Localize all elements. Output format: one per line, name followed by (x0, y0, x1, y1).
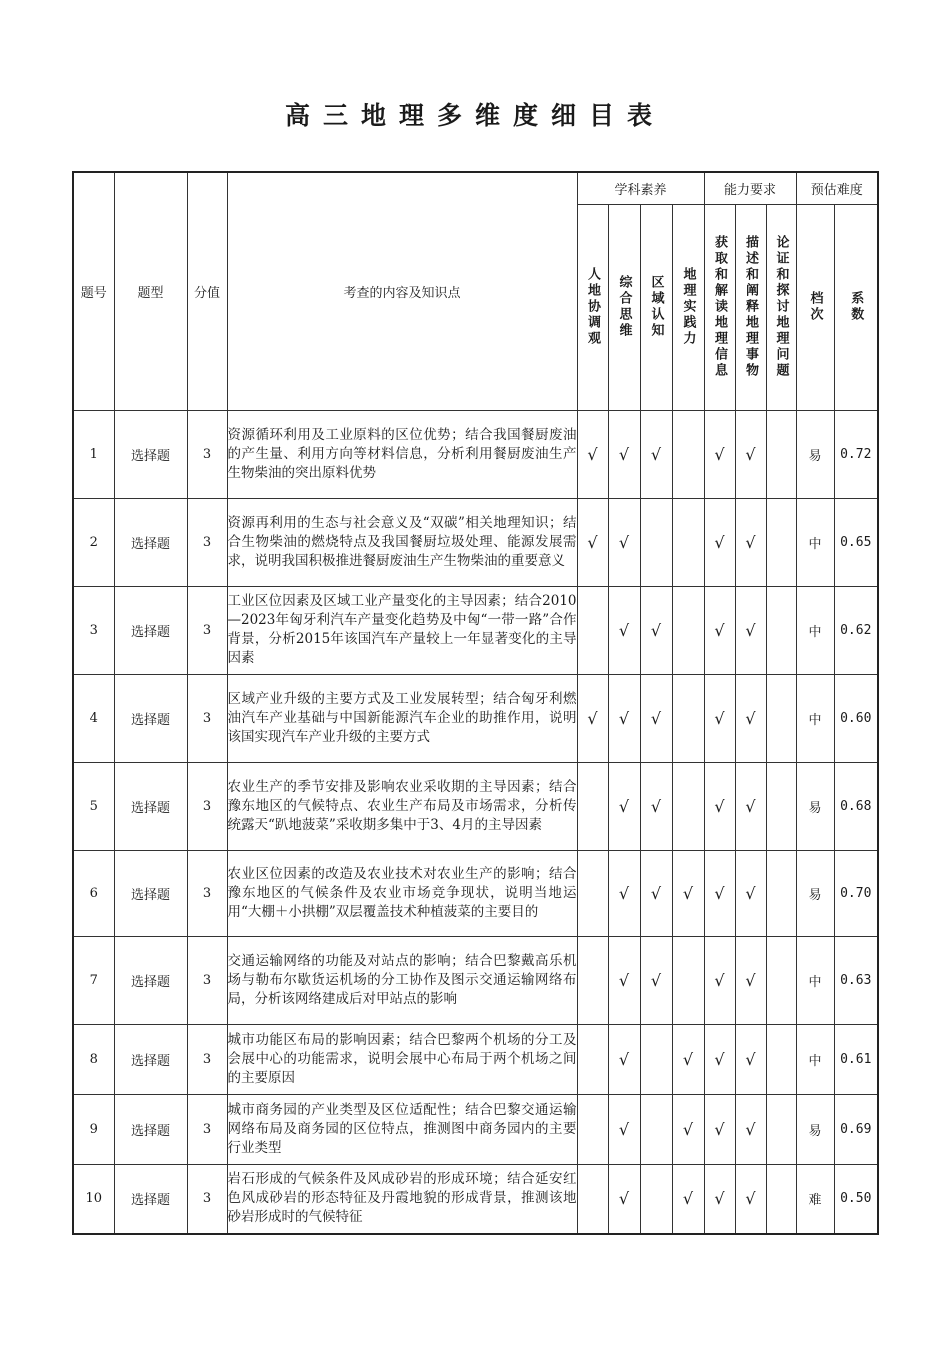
header-num: 题号 (73, 172, 114, 410)
check-cell (704, 936, 735, 1024)
check-cell (766, 850, 796, 936)
check-cell (766, 674, 796, 762)
check-cell (640, 674, 672, 762)
check-cell (704, 1094, 735, 1164)
question-type: 选择题 (114, 936, 187, 1024)
check-cell (608, 762, 640, 850)
check-cell (640, 936, 672, 1024)
question-content: 资源再利用的生态与社会意义及“双碳”相关地理知识；结合生物柴油的燃烧特点及我国餐厨垃圾处理、能源发展需求，说明我国积极推进餐厨废油生产生物柴油的重要意义 (227, 498, 577, 586)
check-cell (672, 674, 704, 762)
check-mark-icon: √ (745, 970, 756, 990)
check-mark-icon: √ (714, 532, 725, 552)
check-cell (704, 762, 735, 850)
check-cell (704, 674, 735, 762)
question-type: 选择题 (114, 762, 187, 850)
difficulty-coefficient: 0.70 (834, 850, 878, 936)
difficulty-level: 中 (796, 498, 834, 586)
question-score: 3 (187, 936, 227, 1024)
check-cell (577, 410, 608, 498)
header-literacy-3: 区域认知 (640, 204, 672, 410)
question-content: 城市商务园的产业类型及区位适配性；结合巴黎交通运输网络布局及商务园的区位特点，推测图中商务园内的主要行业类型 (227, 1094, 577, 1164)
check-mark-icon: √ (618, 1119, 630, 1139)
check-cell (640, 498, 672, 586)
question-score: 3 (187, 586, 227, 674)
check-cell (672, 1094, 704, 1164)
check-mark-icon: √ (682, 1189, 694, 1209)
check-cell (608, 498, 640, 586)
difficulty-coefficient: 0.65 (834, 498, 878, 586)
header-literacy-2: 综合思维 (608, 204, 640, 410)
question-score: 3 (187, 1094, 227, 1164)
question-number: 9 (73, 1094, 114, 1164)
question-content: 工业区位因素及区域工业产量变化的主导因素；结合2010—2023年匈牙利汽车产量变化趋势及中匈“一带一路”合作背景，分析2015年该国汽车产量较上一年显著变化的主导因素 (227, 586, 577, 674)
question-type: 选择题 (114, 850, 187, 936)
check-cell (704, 1024, 735, 1094)
question-content: 交通运输网络的功能及对站点的影响；结合巴黎戴高乐机场与勒布尔歇货运机场的分工协作及图示交通运输网络布局，分析该网络建成后对甲站点的影响 (227, 936, 577, 1024)
check-cell (766, 1094, 796, 1164)
difficulty-level: 易 (796, 850, 834, 936)
difficulty-coefficient: 0.69 (834, 1094, 878, 1164)
question-score: 3 (187, 410, 227, 498)
check-cell (735, 586, 766, 674)
check-cell (608, 674, 640, 762)
check-cell (608, 1164, 640, 1234)
check-mark-icon: √ (650, 970, 662, 990)
check-cell (640, 762, 672, 850)
check-mark-icon: √ (618, 1189, 630, 1209)
check-cell (766, 410, 796, 498)
question-number: 5 (73, 762, 114, 850)
check-cell (608, 1024, 640, 1094)
check-mark-icon: √ (618, 620, 630, 640)
table-row (73, 586, 878, 674)
question-score: 3 (187, 1024, 227, 1094)
check-cell (704, 498, 735, 586)
check-mark-icon: √ (745, 444, 756, 464)
difficulty-coefficient: 0.63 (834, 936, 878, 1024)
question-score: 3 (187, 1164, 227, 1234)
check-cell (640, 1024, 672, 1094)
question-content: 农业区位因素的改造及农业技术对农业生产的影响；结合豫东地区的气候条件及农业市场竞争现状，说明当地运用“大棚＋小拱棚”双层覆盖技术种植菠菜的主要目的 (227, 850, 577, 936)
question-type: 选择题 (114, 1164, 187, 1234)
check-mark-icon: √ (745, 708, 756, 728)
difficulty-coefficient: 0.50 (834, 1164, 878, 1234)
question-type: 选择题 (114, 674, 187, 762)
check-cell (735, 936, 766, 1024)
header-ability-1: 获取和解读地理信息 (704, 204, 735, 410)
header-group-ability: 能力要求 (704, 172, 796, 204)
table-row (73, 762, 878, 850)
question-type: 选择题 (114, 1024, 187, 1094)
difficulty-coefficient: 0.62 (834, 586, 878, 674)
check-cell (672, 1024, 704, 1094)
check-cell (766, 762, 796, 850)
check-cell (640, 850, 672, 936)
check-cell (735, 1094, 766, 1164)
check-mark-icon: √ (618, 708, 630, 728)
check-mark-icon: √ (650, 883, 662, 903)
header-group-literacy: 学科素养 (577, 172, 704, 204)
check-mark-icon: √ (650, 444, 662, 464)
header-group-difficulty: 预估难度 (796, 172, 878, 204)
question-score: 3 (187, 674, 227, 762)
difficulty-level: 中 (796, 1024, 834, 1094)
check-cell (672, 586, 704, 674)
check-mark-icon: √ (682, 1119, 694, 1139)
question-score: 3 (187, 498, 227, 586)
check-cell (766, 936, 796, 1024)
question-type: 选择题 (114, 410, 187, 498)
check-mark-icon: √ (745, 1049, 756, 1069)
difficulty-coefficient: 0.68 (834, 762, 878, 850)
check-cell (577, 674, 608, 762)
difficulty-level: 中 (796, 936, 834, 1024)
check-mark-icon: √ (714, 1119, 725, 1139)
check-mark-icon: √ (714, 708, 725, 728)
check-cell (672, 410, 704, 498)
header-score: 分值 (187, 172, 227, 410)
check-cell (735, 410, 766, 498)
difficulty-level: 易 (796, 762, 834, 850)
table-body (73, 410, 878, 1234)
difficulty-level: 易 (796, 1094, 834, 1164)
difficulty-coefficient: 0.61 (834, 1024, 878, 1094)
difficulty-level: 中 (796, 586, 834, 674)
check-cell (766, 1024, 796, 1094)
check-cell (577, 1164, 608, 1234)
header-ability-2: 描述和阐释地理事物 (735, 204, 766, 410)
check-cell (640, 410, 672, 498)
table-header (73, 172, 878, 410)
question-number: 6 (73, 850, 114, 936)
difficulty-level: 易 (796, 410, 834, 498)
check-cell (672, 762, 704, 850)
question-score: 3 (187, 850, 227, 936)
difficulty-level: 难 (796, 1164, 834, 1234)
question-number: 7 (73, 936, 114, 1024)
check-mark-icon: √ (650, 708, 662, 728)
check-cell (608, 1094, 640, 1164)
question-number: 4 (73, 674, 114, 762)
header-literacy-4: 地理实践力 (672, 204, 704, 410)
check-cell (640, 1164, 672, 1234)
check-cell (608, 410, 640, 498)
check-mark-icon: √ (714, 883, 725, 903)
check-cell (735, 1024, 766, 1094)
check-mark-icon: √ (618, 796, 630, 816)
question-type: 选择题 (114, 586, 187, 674)
question-type: 选择题 (114, 1094, 187, 1164)
check-mark-icon: √ (745, 796, 756, 816)
table-row (73, 410, 878, 498)
table-row (73, 1094, 878, 1164)
check-mark-icon: √ (587, 708, 598, 728)
check-cell (577, 1094, 608, 1164)
check-mark-icon: √ (618, 1049, 630, 1069)
check-cell (735, 1164, 766, 1234)
check-mark-icon: √ (618, 883, 630, 903)
check-mark-icon: √ (618, 970, 630, 990)
check-mark-icon: √ (618, 532, 630, 552)
check-cell (672, 936, 704, 1024)
question-content: 区域产业升级的主要方式及工业发展转型；结合匈牙利燃油汽车产业基础与中国新能源汽车企业的助推作用，说明该国实现汽车产业升级的主要方式 (227, 674, 577, 762)
check-cell (577, 586, 608, 674)
check-cell (704, 586, 735, 674)
check-cell (577, 1024, 608, 1094)
header-literacy-1: 人地协调观 (577, 204, 608, 410)
question-number: 3 (73, 586, 114, 674)
check-mark-icon: √ (650, 620, 662, 640)
check-cell (608, 936, 640, 1024)
check-mark-icon: √ (682, 1049, 694, 1069)
question-content: 农业生产的季节安排及影响农业采收期的主导因素；结合豫东地区的气候特点、农业生产布局及市场需求，分析传统露天“趴地菠菜”采收期多集中于3、4月的主导因素 (227, 762, 577, 850)
check-cell (766, 1164, 796, 1234)
check-cell (735, 850, 766, 936)
question-number: 10 (73, 1164, 114, 1234)
question-type: 选择题 (114, 498, 187, 586)
check-cell (672, 1164, 704, 1234)
difficulty-level: 中 (796, 674, 834, 762)
check-cell (608, 586, 640, 674)
check-cell (577, 498, 608, 586)
check-cell (704, 1164, 735, 1234)
question-score: 3 (187, 762, 227, 850)
check-cell (735, 674, 766, 762)
header-type: 题型 (114, 172, 187, 410)
header-ability-3: 论证和探讨地理问题 (766, 204, 796, 410)
question-content: 资源循环利用及工业原料的区位优势；结合我国餐厨废油的产生量、利用方向等材料信息，分析利用餐厨废油生产生物柴油的突出原料优势 (227, 410, 577, 498)
check-cell (608, 850, 640, 936)
question-number: 2 (73, 498, 114, 586)
check-mark-icon: √ (714, 1189, 725, 1209)
check-cell (672, 850, 704, 936)
check-mark-icon: √ (714, 796, 725, 816)
check-mark-icon: √ (745, 883, 756, 903)
check-mark-icon: √ (587, 532, 598, 552)
check-mark-icon: √ (745, 532, 756, 552)
check-mark-icon: √ (714, 970, 725, 990)
check-cell (577, 762, 608, 850)
check-cell (640, 586, 672, 674)
check-mark-icon: √ (745, 1119, 756, 1139)
table-row (73, 850, 878, 936)
check-cell (672, 498, 704, 586)
question-content: 岩石形成的气候条件及风成砂岩的形成环境；结合延安红色风成砂岩的形态特征及丹霞地貌的形成背景，推测该地砂岩形成时的气候特征 (227, 1164, 577, 1234)
check-cell (577, 850, 608, 936)
page-title: 高三地理多维度细目表 (284, 101, 665, 130)
table-row (73, 1164, 878, 1234)
header-coef: 系数 (834, 204, 878, 410)
difficulty-coefficient: 0.72 (834, 410, 878, 498)
check-cell (704, 850, 735, 936)
check-cell (735, 762, 766, 850)
table-row (73, 674, 878, 762)
check-mark-icon: √ (650, 796, 662, 816)
spec-table (72, 171, 879, 1235)
check-mark-icon: √ (745, 620, 756, 640)
check-mark-icon: √ (587, 444, 598, 464)
question-number: 1 (73, 410, 114, 498)
check-mark-icon: √ (714, 1049, 725, 1069)
check-cell (577, 936, 608, 1024)
difficulty-coefficient: 0.60 (834, 674, 878, 762)
check-mark-icon: √ (745, 1189, 756, 1209)
question-number: 8 (73, 1024, 114, 1094)
table-row (73, 936, 878, 1024)
check-cell (766, 498, 796, 586)
question-content: 城市功能区布局的影响因素；结合巴黎两个机场的分工及会展中心的功能需求，说明会展中心布局于两个机场之间的主要原因 (227, 1024, 577, 1094)
check-mark-icon: √ (714, 620, 725, 640)
header-content: 考查的内容及知识点 (227, 172, 577, 410)
check-cell (735, 498, 766, 586)
check-cell (766, 586, 796, 674)
check-mark-icon: √ (682, 883, 694, 903)
check-mark-icon: √ (714, 444, 725, 464)
check-cell (640, 1094, 672, 1164)
header-level: 档次 (796, 204, 834, 410)
table-row (73, 1024, 878, 1094)
check-cell (704, 410, 735, 498)
table-row (73, 498, 878, 586)
check-mark-icon: √ (618, 444, 630, 464)
